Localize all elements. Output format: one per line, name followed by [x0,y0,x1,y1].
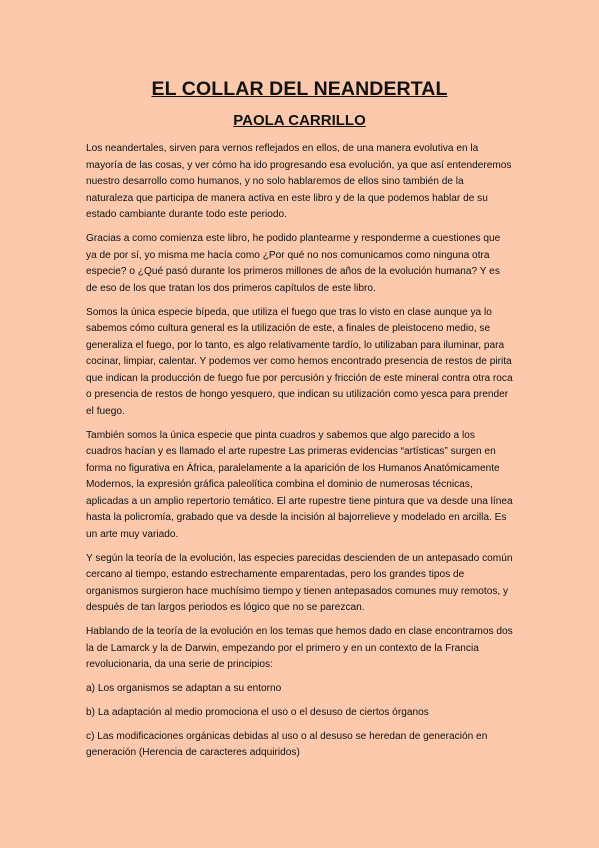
list-item-principle-a: a) Los organismos se adaptan a su entorno [86,683,282,695]
paragraph-intro: Los neandertales, sirven para vernos reflejados en ellos, de una manera evolutiva en la mayoría de las cosas, y ver cómo ha ido progresando esa evolución, ya que así entenderemos nuestro desarrollo como humanos, y no solo hablaremos de ellos sino también de la naturaleza que participa de manera activa en este libro y de la que podemos hablar de su estado cambiante durante todo este periodo. [86,143,512,221]
document-body [86,141,513,762]
paragraph-lamarck-darwin: Hablando de la teoría de la evolución en los temas que hemos dado en clase encontramos dos la de Lamarck y la de Darwin, empezando por el primero y en un contexto de la Francia revolucionaria, da una serie de principios: [86,626,513,671]
paragraph-rock-art: También somos la única especie que pinta cuadros y sabemos que algo parecido a los cuadros hacían y es llamado el arte rupestre Las primeras evidencias “artísticas” surgen en forma no figurativa en África, paralelamente a la aparición de los Humanos Anatómicamente Modernos, la expresión gráfica paleolítica combina el dominio de numerosas técnicas, aplicadas a un amplio repertorio temático. El arte rupestre tiene pintura que va desde una línea hasta la policromía, grabado que va desde la incisión al bajorrelieve y modelado en arcilla. Es un arte muy variado. [86,429,513,540]
paragraph-fire: Somos la única especie bípeda, que utiliza el fuego que tras lo visto en clase aunque ya lo sabemos cómo cultura general es la utilización de este, a finales de pleistoceno medio, se generaliza el fuego, por lo tanto, es algo relativamente tardío, lo utilizaban para iluminar, para cocinar, limpiar, calentar. Y podemos ver como hemos encontrado presencia de restos de pirita que indican la producción de fuego fue por percusión y fricción de este mineral contra otra roca o presencia de restos de hongo yesquero, que indican su utilización como yesca para prender el fuego. [86,306,513,417]
list-item-principle-b: b) La adaptación al medio promociona el uso o el desuso de ciertos órganos [86,707,429,719]
paragraph-evolution-theory: Y según la teoría de la evolución, las especies parecidas descienden de un antepasado común cercano al tiempo, estando estrechamente emparentadas, pero los grandes tipos de organismos surgieron hace muchísimo tiempo y tienen antepasados comunes muy remotos, y después de tan largos periodos es lógico que no se parezcan. [86,552,513,614]
list-item-principle-c: c) Las modificaciones orgánicas debidas al uso o al desuso se heredan de generación en generación (Herencia de caracteres adquiridos) [86,730,488,759]
document-title: EL COLLAR DEL NEANDERTAL [151,78,448,100]
paragraph-questions: Gracias a como comienza este libro, he podido plantearme y responderme a cuestiones que ya de por sí, yo misma me hacía como ¿Por qué no nos comunicamos como ninguna otra especie? o ¿Qué pasó durante los primeros millones de años de la evolución humana? Y es de eso de los que tratan los dos primeros capítulos de este libro. [86,233,501,294]
document-author: PAOLA CARRILLO [233,112,366,129]
